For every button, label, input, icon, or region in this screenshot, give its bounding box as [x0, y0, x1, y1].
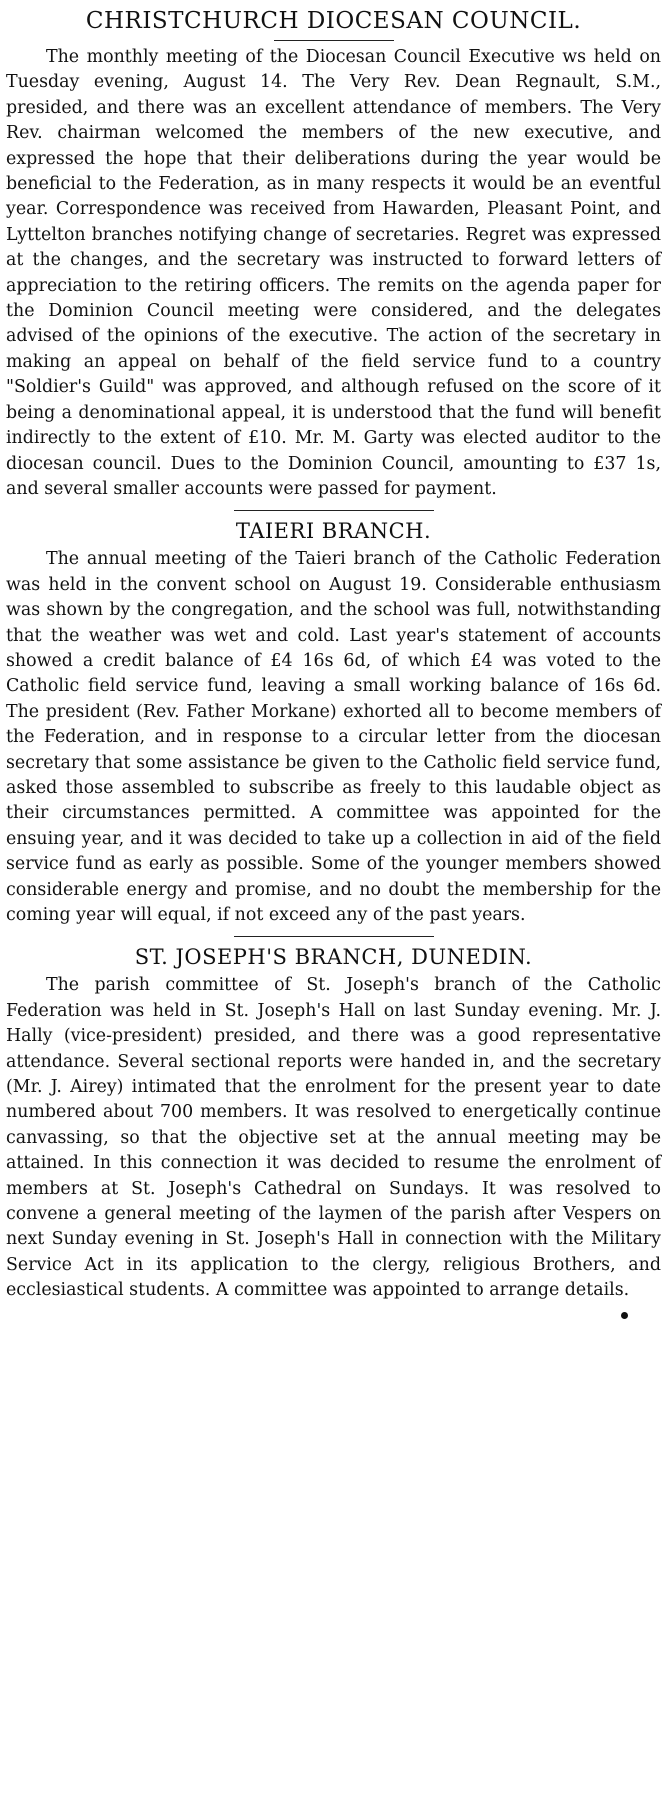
ink-speck	[621, 1312, 628, 1319]
article-st-josephs-branch	[6, 943, 661, 1303]
article-christchurch-diocesan-council	[6, 6, 661, 502]
section-divider	[234, 936, 434, 937]
heading-underline	[274, 40, 394, 41]
article-heading: ST. JOSEPH'S BRANCH, DUNEDIN.	[134, 945, 533, 970]
article-taieri-branch	[6, 517, 661, 928]
article-heading: CHRISTCHURCH DIOCESAN COUNCIL.	[85, 8, 582, 34]
article-body: The parish committee of St. Joseph's branch of the Catholic Federation was held in St. Joseph's Hall on last Sunday evening. Mr. J. Hally (vice-president) presided, and there was a good representative attendance. Several sectional reports were handed in, and the secretary (Mr. J. Airey) intimated that the enrolment for the present year to date numbered about 700 members. It was resolved to energetically continue canvassing, so that the objective set at the annual meeting may be attained. In this connection it was decided to resume the enrolment of members at St. Joseph's Cathedral on Sundays. It was resolved to convene a general meeting of the laymen of the parish after Vespers on next Sunday evening in St. Joseph's Hall in connection with the Military Service Act in its application to the clergy, religious Brothers, and ecclesiastical students. A committee was appointed to arrange details.	[6, 975, 661, 1301]
article-body: The annual meeting of the Taieri branch of the Catholic Federation was held in the convent school on August 19. Considerable enthusiasm was shown by the congregation, and the school was full, notwithstanding that the weather was wet and cold. Last year's statement of accounts showed a credit balance of £4 16s 6d, of which £4 was voted to the Catholic field service fund, leaving a small working balance of 16s 6d. The president (Rev. Father Morkane) exhorted all to become members of the Federation, and in response to a circular letter from the diocesan secretary that some assistance be given to the Catholic field service fund, asked those assembled to subscribe as freely to this laudable object as their circumstances permitted. A committee was appointed for the ensuing year, and it was decided to take up a collection in aid of the field service fund as early as possible. Some of the younger members showed considerable energy and promise, and no doubt the membership for the coming year will equal, if not exceed any of the past years.	[6, 549, 661, 925]
article-heading: TAIERI BRANCH.	[235, 519, 432, 544]
section-divider	[234, 510, 434, 511]
article-body: The monthly meeting of the Diocesan Council Executive ws held on Tuesday evening, August 14. The Very Rev. Dean Regnault, S.M., presided, and there was an excellent attendance of members. The Very Rev. chairman welcomed the members of the new executive, and expressed the hope that their deliberations during the year would be beneficial to the Federation, as in many respects it would be an eventful year. Correspondence was received from Hawarden, Pleasant Point, and Lyttelton branches notifying change of secretaries. Regret was expressed at the changes, and the secretary was instructed to forward letters of appreciation to the retiring officers. The remits on the agenda paper for the Dominion Council meeting were considered, and the delegates advised of the opinions of the executive. The action of the secretary in making an appeal on behalf of the field service fund to a country "Soldier's Guild" was approved, and although refused on the score of it being a denominational appeal, it is understood that the fund will benefit indirectly to the extent of £10. Mr. M. Garty was elected auditor to the diocesan council. Dues to the Dominion Council, amounting to £37 1s, and several smaller accounts were passed for payment.	[6, 47, 661, 499]
